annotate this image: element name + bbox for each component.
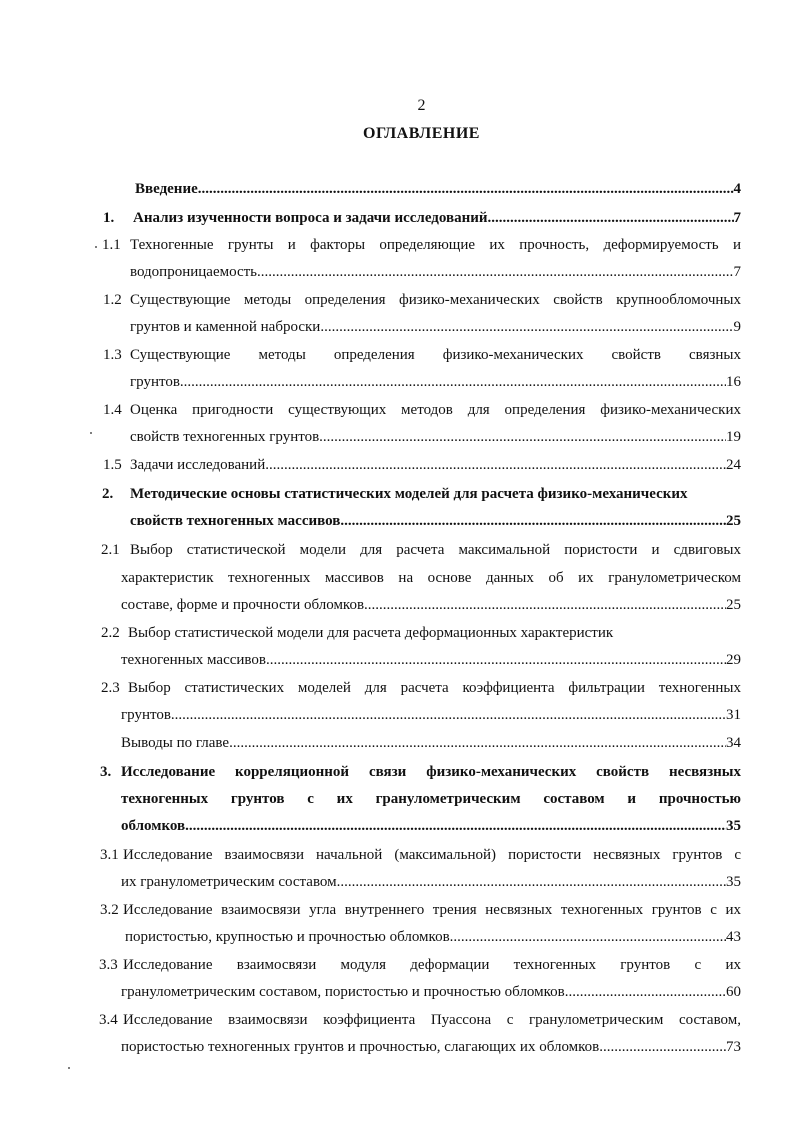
leader-dots <box>257 262 733 282</box>
toc-entry-page: 73 <box>726 1039 741 1055</box>
toc-entry-number: 3.4 <box>99 1012 118 1028</box>
toc-entry-page: 31 <box>726 707 741 723</box>
toc-entry-page: 7 <box>733 264 741 280</box>
toc-entry-line: Исследование корреляционной связи физико-механических свойств несвязных <box>121 764 741 780</box>
toc-entry-s2-3 <box>121 705 741 725</box>
toc-entry-title: свойств техногенных грунтов <box>130 429 320 445</box>
toc-entry-line: Существующие методы определения физико-механических свойств крупнообломочных <box>130 292 741 308</box>
toc-entry-number: 3.3 <box>99 957 118 973</box>
toc-entry-number: 2. <box>102 486 114 502</box>
toc-entry-number: 2.2 <box>101 625 120 641</box>
toc-entry-page: 16 <box>726 374 741 390</box>
toc-entry-line: Существующие методы определения физико-механических свойств связных <box>130 347 741 363</box>
toc-entry-s1-1 <box>130 262 741 282</box>
toc-entry-line: Исследование взаимосвязи коэффициента Пуассона с гранулометрическим составом, <box>123 1012 741 1028</box>
toc-entry-page: 43 <box>726 929 741 945</box>
toc-entry-number: 1.2 <box>103 292 122 308</box>
toc-entry-line: Выбор статистической модели для расчета деформационных характеристик <box>128 625 614 641</box>
toc-entry-line: Исследование взаимосвязи начальной (максимальной) пористости несвязных грунтов с <box>123 847 741 863</box>
toc-entry-s1-3 <box>130 372 741 392</box>
toc-entry-title: грунтов и каменной наброски <box>130 319 321 335</box>
toc-entry-s3-3 <box>121 982 741 1002</box>
toc-entry-s1-5 <box>130 455 741 475</box>
leader-dots <box>340 511 726 531</box>
toc-entry-title: свойств техногенных массивов <box>130 513 341 529</box>
toc-entry-line: Выбор статистической модели для расчета максимальной пористости и сдвиговых <box>130 542 741 558</box>
toc-entry-title: пористостью, крупностью и прочностью обломков <box>125 929 450 945</box>
toc-entry-number: 1. <box>103 210 115 226</box>
toc-entry-ch1 <box>133 208 741 228</box>
leader-dots <box>319 427 726 447</box>
toc-entry-page: 35 <box>726 874 741 890</box>
toc-entry-title: водопроницаемость <box>130 264 258 280</box>
toc-entry-line: Техногенные грунты и факторы определяющие их прочность, деформируемость и <box>130 237 741 253</box>
toc-entry-title: грунтов <box>121 707 171 723</box>
toc-entry-title: составе, форме и прочности обломков <box>121 597 365 613</box>
toc-entry-page: 9 <box>733 319 741 335</box>
toc-entry-title: гранулометрическим составом, пористостью и прочностью обломков <box>121 984 565 1000</box>
page-number: 2 <box>417 97 426 114</box>
toc-entry-conclusions <box>121 733 741 753</box>
toc-entry-page: 7 <box>733 210 741 226</box>
toc-entry-line: Исследование взаимосвязи угла внутреннего трения несвязных техногенных грунтов с их <box>123 902 741 918</box>
toc-entry-number: 2.1 <box>101 542 120 558</box>
toc-entry-line: Исследование взаимосвязи модуля деформации техногенных грунтов с их <box>123 957 741 973</box>
toc-entry-page: 25 <box>726 597 741 613</box>
toc-entry-number: 2.3 <box>101 680 120 696</box>
toc-entry-title: Выводы по главе <box>121 735 230 751</box>
toc-entry-page: 35 <box>726 818 741 834</box>
leader-dots <box>364 595 726 615</box>
toc-entry-ch3 <box>121 816 741 836</box>
toc-entry-line: Методические основы статистических моделей для расчета физико-механических <box>130 486 688 502</box>
toc-entry-number: 1.1 <box>102 237 121 253</box>
leader-dots <box>229 733 726 753</box>
toc-entry-page: 4 <box>733 181 741 197</box>
toc-entry-page: 25 <box>726 513 741 529</box>
toc-entry-page: 19 <box>726 429 741 445</box>
toc-entry-title: Анализ изученности вопроса и задачи исследований <box>133 210 488 226</box>
toc-entry-title: Задачи исследований <box>130 457 266 473</box>
leader-dots <box>565 982 726 1002</box>
leader-dots <box>185 816 726 836</box>
leader-dots <box>320 317 733 337</box>
toc-entry-number: 3.2 <box>100 902 119 918</box>
leader-dots <box>337 872 726 892</box>
toc-entry-s3-4 <box>121 1037 741 1057</box>
toc-entry-page: 24 <box>726 457 741 473</box>
toc-entry-title: грунтов <box>130 374 180 390</box>
toc-entry-line: характеристик техногенных массивов на основе данных об их гранулометрическом <box>121 570 741 586</box>
toc-entry-number: 3. <box>100 764 112 780</box>
toc-entry-s3-2 <box>125 927 741 947</box>
scan-speck <box>68 1067 70 1069</box>
toc-entry-title: их гранулометрическим составом <box>121 874 337 890</box>
toc-entry-title: обломков <box>121 818 186 834</box>
toc-entry-s2-1 <box>121 595 741 615</box>
leader-dots <box>266 650 726 670</box>
toc-entry-number: 1.5 <box>103 457 122 473</box>
toc-title: ОГЛАВЛЕНИЕ <box>363 125 480 142</box>
leader-dots <box>488 208 734 228</box>
leader-dots <box>171 705 726 725</box>
toc-entry-s2-2 <box>121 650 741 670</box>
toc-entry-line: техногенных грунтов с их гранулометрическим составом и прочностью <box>121 791 741 807</box>
toc-entry-line: Выбор статистических моделей для расчета коэффициента фильтрации техногенных <box>128 680 741 696</box>
toc-entry-intro <box>135 179 741 199</box>
leader-dots <box>198 179 734 199</box>
toc-entry-s1-4 <box>130 427 741 447</box>
toc-entry-page: 29 <box>726 652 741 668</box>
scan-speck <box>90 432 92 434</box>
toc-entry-number: 3.1 <box>100 847 119 863</box>
leader-dots <box>180 372 726 392</box>
scan-speck <box>95 246 97 248</box>
toc-entry-ch2 <box>130 511 741 531</box>
toc-entry-number: 1.3 <box>103 347 122 363</box>
leader-dots <box>265 455 726 475</box>
toc-entry-number: 1.4 <box>103 402 122 418</box>
leader-dots <box>450 927 726 947</box>
toc-entry-title: пористостью техногенных грунтов и прочностью, слагающих их обломков <box>121 1039 600 1055</box>
toc-entry-line: Оценка пригодности существующих методов для определения физико-механических <box>130 402 741 418</box>
toc-entry-title: Введение <box>135 181 198 197</box>
toc-entry-s1-2 <box>130 317 741 337</box>
toc-entry-title: техногенных массивов <box>121 652 266 668</box>
toc-entry-s3-1 <box>121 872 741 892</box>
leader-dots <box>599 1037 726 1057</box>
toc-entry-page: 60 <box>726 984 741 1000</box>
toc-entry-page: 34 <box>726 735 741 751</box>
